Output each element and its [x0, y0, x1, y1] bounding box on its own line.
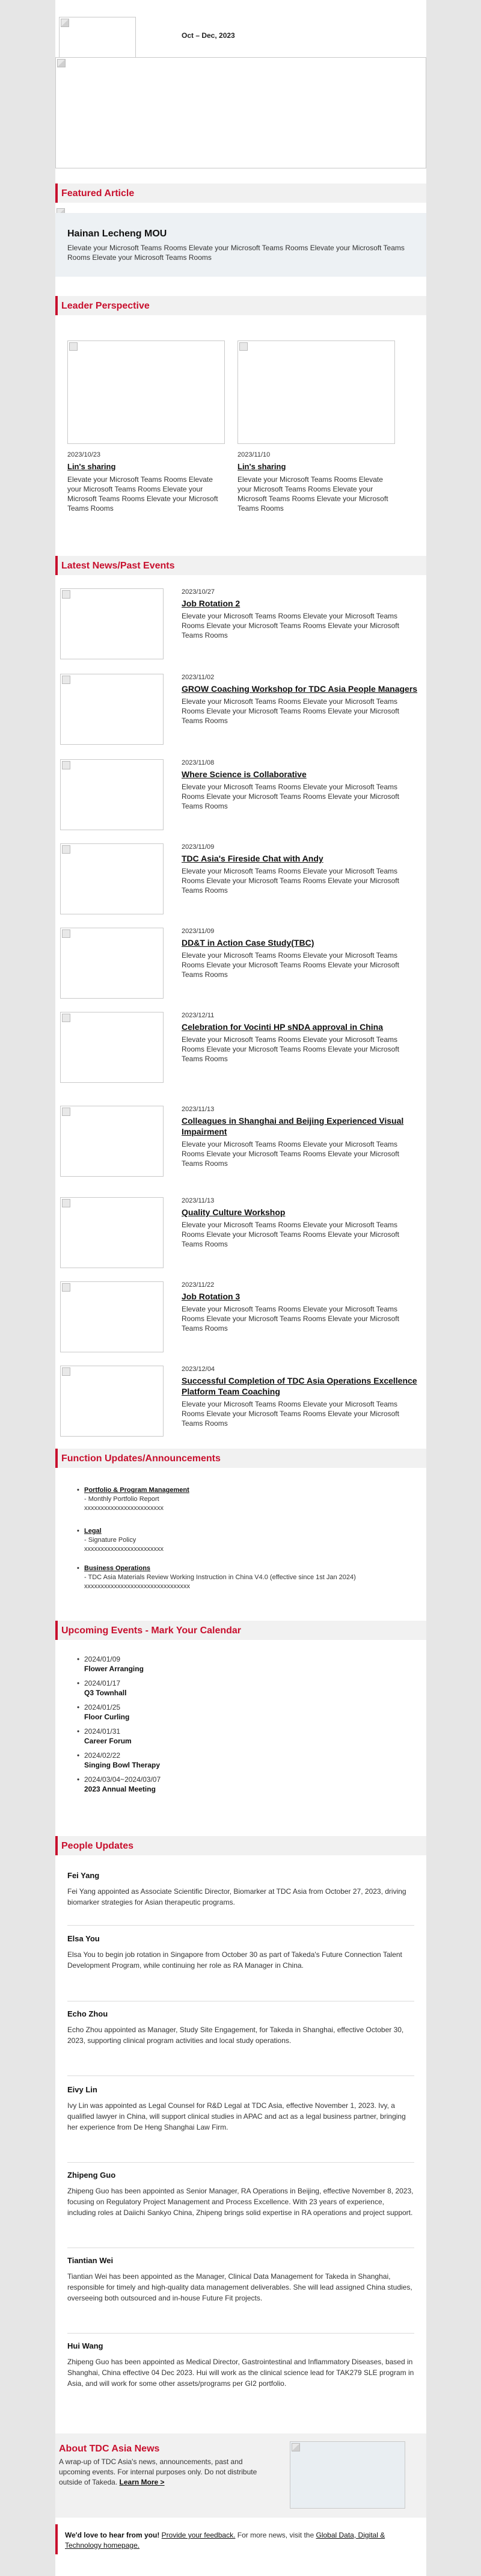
news-text: Elevate your Microsoft Teams Rooms Elevate your Microsoft Teams Rooms Elevate your Microsoft Teams Rooms Elevate your Microsoft Teams Rooms — [182, 1221, 399, 1248]
news-title-link[interactable]: Quality Culture Workshop — [182, 1207, 286, 1217]
news-item[interactable] — [60, 1197, 421, 1275]
newsletter-page — [55, 0, 426, 2576]
feedback-link[interactable]: Provide your feedback. — [161, 2531, 236, 2539]
news-title-link[interactable]: Where Science is Collaborative — [182, 769, 307, 779]
news-text: Elevate your Microsoft Teams Rooms Elevate your Microsoft Teams Rooms Elevate your Microsoft Teams Rooms Elevate your Microsoft Teams Rooms — [182, 612, 399, 639]
event-item — [84, 1654, 409, 1674]
person-update — [67, 1934, 414, 1971]
news-thumbnail[interactable] — [60, 759, 164, 830]
event-item — [84, 1678, 409, 1698]
event-item — [84, 1727, 409, 1746]
about-image — [290, 2441, 405, 2509]
news-thumbnail[interactable] — [60, 1366, 164, 1437]
news-item[interactable] — [60, 1281, 421, 1360]
news-text: Elevate your Microsoft Teams Rooms Elevate your Microsoft Teams Rooms Elevate your Microsoft Teams Rooms Elevate your Microsoft Teams Rooms — [182, 951, 399, 979]
news-title-link[interactable]: Job Rotation 2 — [182, 599, 240, 608]
news-title-link[interactable]: Job Rotation 3 — [182, 1292, 240, 1301]
event-date: • 2024/02/22 — [84, 1751, 121, 1760]
section-people-header — [55, 1836, 426, 1855]
event-name: Flower Arranging — [84, 1665, 144, 1673]
news-text: Elevate your Microsoft Teams Rooms Elevate your Microsoft Teams Rooms Elevate your Microsoft Teams Rooms Elevate your Microsoft Teams Rooms — [182, 783, 399, 810]
featured-title[interactable]: Hainan Lecheng MOU — [67, 229, 167, 239]
person-name: Hui Wang — [67, 2341, 103, 2350]
person-text: Zhipeng Guo has been appointed as Medical Director, Gastrointestinal and Inflammatory Diseases, based in Shanghai, China effective 04 Dec 2023. Hui will work as the clinical science lead for TAK279 SLE program in Asia, and will work for some other assets/programs per GI2 portfolio. — [67, 2358, 414, 2388]
section-featured-header — [55, 183, 426, 203]
news-item[interactable] — [60, 674, 421, 752]
section-title: Upcoming Events - Mark Your Calendar — [61, 1625, 242, 1636]
leader-text: Elevate your Microsoft Teams Rooms Elevate your Microsoft Teams Rooms Elevate your Microsoft Teams Rooms Elevate your Microsoft Teams Rooms — [237, 475, 388, 513]
person-text: Tiantian Wei has been appointed as the Manager, Clinical Data Management for Takeda in Shanghai, responsible for timely and high-quality data management deliverables. She will lead assigned China studies, overseeing both outsourced and in-house Future Fit projects. — [67, 2272, 412, 2302]
news-item[interactable] — [60, 843, 421, 922]
news-item[interactable] — [60, 1106, 421, 1184]
divider — [67, 2162, 414, 2163]
section-title: Latest News/Past Events — [61, 561, 175, 571]
news-text: Elevate your Microsoft Teams Rooms Elevate your Microsoft Teams Rooms Elevate your Microsoft Teams Rooms Elevate your Microsoft Teams Rooms — [182, 1400, 399, 1428]
news-title-link[interactable]: TDC Asia's Fireside Chat with Andy — [182, 854, 323, 863]
news-thumbnail[interactable] — [60, 1281, 164, 1352]
section-title: People Updates — [61, 1841, 134, 1851]
person-text: Echo Zhou appointed as Manager, Study Site Engagement, for Takeda in Shanghai, effective October 30, 2023, supporting clinical program activities and local study operations. — [67, 2026, 404, 2045]
news-item[interactable] — [60, 588, 421, 667]
event-date: • 2024/01/31 — [84, 1727, 121, 1736]
news-date: 2023/11/13 — [182, 1197, 215, 1204]
banner-image — [55, 57, 426, 168]
news-title-link[interactable]: DD&T in Action Case Study(TBC) — [182, 938, 314, 948]
section-leader-header — [55, 296, 426, 315]
event-date: • 2024/03/04~2024/03/07 — [84, 1775, 161, 1784]
function-item — [84, 1486, 409, 1513]
person-update — [67, 2341, 414, 2389]
person-text: Zhipeng Guo has been appointed as Senior Manager, RA Operations in Beijing, effective November 8, 2023, focusing on Regulatory Project Management and Process Excellence. With 23 years of experience, including roles at Daiichi Sankyo China, Zhipeng brings solid expertise in RA operations and project support. — [67, 2187, 414, 2217]
news-item[interactable] — [60, 1012, 421, 1090]
news-text: Elevate your Microsoft Teams Rooms Elevate your Microsoft Teams Rooms Elevate your Microsoft Teams Rooms Elevate your Microsoft Teams Rooms — [182, 1305, 399, 1333]
homepage-link[interactable]: Global Data, Digital & Technology homepage. — [65, 2531, 385, 2550]
function-heading-link[interactable]: • Legal — [84, 1527, 102, 1535]
person-text: Elsa You to begin job rotation in Singapore from October 30 as part of Takeda's Future Connection Talent Development Program, while continuing her role as RA Manager in China. — [67, 1950, 402, 1970]
news-item[interactable] — [60, 759, 421, 837]
news-text: Elevate your Microsoft Teams Rooms Elevate your Microsoft Teams Rooms Elevate your Microsoft Teams Rooms Elevate your Microsoft Teams Rooms — [182, 697, 399, 725]
leader-card[interactable] — [237, 340, 395, 513]
divider — [67, 2333, 414, 2334]
date-range: Oct – Dec, 2023 — [182, 31, 235, 40]
event-name: Floor Curling — [84, 1713, 130, 1721]
news-thumbnail[interactable] — [60, 1106, 164, 1177]
function-line: - TDC Asia Materials Review Working Instruction in China V4.0 (effective since 1st Jan 2024) — [84, 1574, 356, 1581]
event-date: • 2024/01/09 — [84, 1655, 121, 1663]
person-update — [67, 2009, 414, 2046]
news-thumbnail[interactable] — [60, 843, 164, 914]
person-update — [67, 2085, 414, 2133]
news-date: 2023/11/13 — [182, 1106, 215, 1113]
news-title-link[interactable]: Celebration for Vocinti HP sNDA approval in China — [182, 1022, 384, 1032]
divider — [67, 2075, 414, 2076]
news-item[interactable] — [60, 928, 421, 1006]
person-name: Zhipeng Guo — [67, 2171, 116, 2180]
news-title-link[interactable]: GROW Coaching Workshop for TDC Asia People Managers — [182, 684, 418, 694]
news-text: Elevate your Microsoft Teams Rooms Elevate your Microsoft Teams Rooms Elevate your Microsoft Teams Rooms Elevate your Microsoft Teams Rooms — [182, 1035, 399, 1063]
about-description: A wrap-up of TDC Asia's news, announcements, past and upcoming events. For internal purposes only. Do not distribute outside of Takeda. — [59, 2457, 257, 2486]
news-title-link[interactable]: Successful Completion of TDC Asia Operations Excellence Platform Team Coaching — [182, 1376, 417, 1396]
leader-card[interactable] — [67, 340, 225, 513]
function-line: xxxxxxxxxxxxxxxxxxxxxxxx — [84, 1505, 164, 1512]
person-update — [67, 2171, 414, 2218]
event-date: • 2024/01/17 — [84, 1679, 121, 1687]
event-name: Singing Bowl Therapy — [84, 1761, 161, 1769]
person-name: Tiantian Wei — [67, 2256, 114, 2265]
about-text — [59, 2457, 275, 2488]
news-date: 2023/11/09 — [182, 928, 215, 935]
news-text: Elevate your Microsoft Teams Rooms Elevate your Microsoft Teams Rooms Elevate your Microsoft Teams Rooms Elevate your Microsoft Teams Rooms — [182, 867, 399, 895]
about-title: About TDC Asia News — [59, 2444, 160, 2454]
leader-title-link[interactable]: Lin's sharing — [237, 462, 286, 471]
function-item — [84, 1527, 409, 1554]
person-name: Elsa You — [67, 1934, 100, 1943]
news-date: 2023/11/08 — [182, 759, 215, 766]
news-date: 2023/11/09 — [182, 843, 215, 851]
news-date: 2023/12/04 — [182, 1366, 215, 1373]
news-thumbnail[interactable] — [60, 588, 164, 659]
news-thumbnail[interactable] — [60, 1012, 164, 1083]
section-news-header — [55, 556, 426, 575]
event-item — [84, 1702, 409, 1722]
event-item — [84, 1775, 409, 1794]
person-name: Echo Zhou — [67, 2009, 108, 2018]
person-name: Eivy Lin — [67, 2085, 97, 2094]
feedback-middle-text: For more news, visit the — [237, 2531, 314, 2539]
featured-text: Elevate your Microsoft Teams Rooms Elevate your Microsoft Teams Rooms Elevate your Microsoft Teams Rooms Elevate your Microsoft Teams Rooms — [67, 244, 405, 262]
section-title: Function Updates/Announcements — [61, 1453, 221, 1464]
person-name: Fei Yang — [67, 1871, 100, 1880]
section-title: Featured Article — [61, 188, 135, 199]
news-thumbnail[interactable] — [60, 674, 164, 745]
news-item[interactable] — [60, 1366, 421, 1444]
function-heading-link[interactable]: • Portfolio & Program Management — [84, 1487, 189, 1494]
news-text: Elevate your Microsoft Teams Rooms Elevate your Microsoft Teams Rooms Elevate your Microsoft Teams Rooms Elevate your Microsoft Teams Rooms — [182, 1140, 399, 1168]
logo-image — [59, 17, 136, 59]
section-upcoming-header — [55, 1621, 426, 1640]
person-text: Fei Yang appointed as Associate Scientific Director, Biomarker at TDC Asia from October 27, 2023, driving biomarker strategies for Asian therapeutic programs. — [67, 1887, 406, 1906]
divider — [67, 1925, 414, 1926]
news-date: 2023/12/11 — [182, 1012, 215, 1019]
event-name: Career Forum — [84, 1737, 132, 1745]
leader-date: 2023/11/10 — [237, 451, 271, 458]
section-function-header — [55, 1449, 426, 1468]
section-title: Leader Perspective — [61, 301, 150, 311]
news-date: 2023/11/22 — [182, 1281, 215, 1289]
feedback-heading: We'd love to hear from you! — [65, 2531, 160, 2539]
event-item — [84, 1751, 409, 1770]
leader-text: Elevate your Microsoft Teams Rooms Elevate your Microsoft Teams Rooms Elevate your Microsoft Teams Rooms Elevate your Microsoft Teams Rooms — [67, 475, 218, 513]
news-date: 2023/10/27 — [182, 588, 215, 596]
function-item — [84, 1564, 409, 1591]
function-line: - Signature Policy — [84, 1536, 136, 1544]
learn-more-link[interactable]: Learn More > — [119, 2478, 165, 2486]
leader-image[interactable] — [67, 340, 225, 444]
event-name: Q3 Townhall — [84, 1689, 127, 1697]
person-update — [67, 1871, 414, 1908]
function-line: xxxxxxxxxxxxxxxxxxxxxxxx — [84, 1545, 164, 1553]
news-date: 2023/11/02 — [182, 674, 215, 681]
leader-title-link[interactable]: Lin's sharing — [67, 462, 116, 471]
leader-date: 2023/10/23 — [67, 451, 101, 458]
person-text: Ivy Lin was appointed as Legal Counsel for R&D Legal at TDC Asia, effective November 1, 2023. Ivy, a qualified lawyer in China, will support clinical studies in APAC and act as a legal business partner, bringing her experience from De Heng Shanghai Law Firm. — [67, 2101, 406, 2131]
news-thumbnail[interactable] — [60, 928, 164, 999]
function-line: - Monthly Portfolio Report — [84, 1496, 159, 1503]
feedback-banner — [55, 2524, 426, 2554]
news-thumbnail[interactable] — [60, 1197, 164, 1268]
event-name: 2023 Annual Meeting — [84, 1785, 156, 1793]
event-date: • 2024/01/25 — [84, 1703, 121, 1712]
function-line: xxxxxxxxxxxxxxxxxxxxxxxxxxxxxxxx — [84, 1583, 190, 1590]
news-title-link[interactable]: Colleagues in Shanghai and Beijing Experienced Visual Impairment — [182, 1116, 404, 1136]
leader-image[interactable] — [237, 340, 395, 444]
person-update — [67, 2256, 414, 2303]
function-heading-link[interactable]: • Business Operations — [84, 1565, 151, 1572]
